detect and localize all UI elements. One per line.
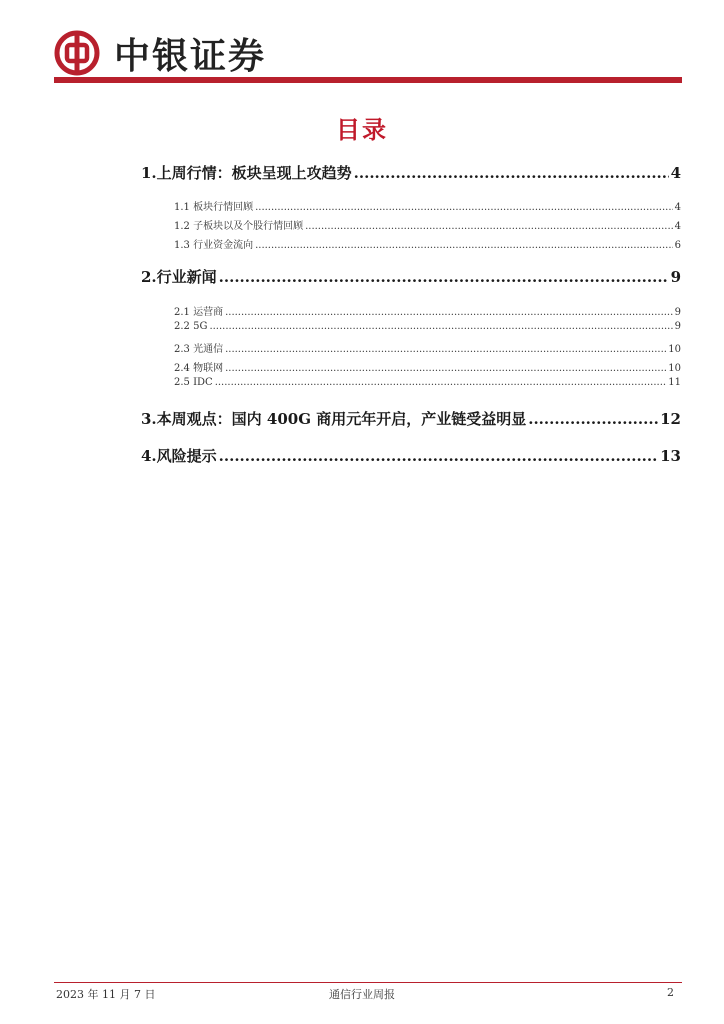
leader-dots	[225, 363, 666, 374]
toc-entry-page: 10	[668, 363, 681, 374]
report-date: 2023 年 11 月 7 日	[56, 988, 156, 1001]
leader-dots	[219, 447, 658, 465]
toc-entry[interactable]	[174, 340, 681, 355]
toc-entry[interactable]	[174, 217, 681, 232]
toc-entry-label: 1.3 行业资金流向	[174, 240, 254, 251]
toc-entry[interactable]	[141, 266, 681, 287]
toc-entry-page: 9	[670, 268, 681, 286]
toc-entry-page: 4	[674, 221, 681, 232]
header-divider	[54, 77, 682, 83]
toc-entry-label: 1.1 板块行情回顾	[174, 202, 254, 213]
toc-entry-page: 11	[668, 377, 681, 388]
page-title: 目录	[336, 116, 388, 144]
toc-entry[interactable]	[174, 321, 681, 332]
brand-name: 中银证券	[114, 35, 267, 77]
toc-entry-page: 10	[668, 344, 681, 355]
toc-entry-page: 13	[660, 447, 681, 465]
toc-entry-page: 6	[674, 240, 681, 251]
toc-entry[interactable]	[174, 359, 681, 374]
toc-entry-page: 12	[660, 410, 681, 428]
toc-entry-page: 4	[670, 164, 681, 182]
toc-entry[interactable]	[141, 162, 681, 183]
toc-entry-label: 2.5 IDC	[174, 377, 213, 388]
toc-entry[interactable]	[141, 408, 681, 429]
leader-dots	[219, 268, 669, 286]
report-header	[54, 30, 266, 76]
leader-dots	[528, 410, 658, 428]
leader-dots	[215, 377, 667, 388]
toc-entry[interactable]	[174, 236, 681, 251]
toc-entry[interactable]	[174, 377, 681, 388]
toc-entry-label: 4.风险提示	[141, 447, 217, 465]
bank-of-china-logo-icon	[54, 30, 100, 76]
toc-entry-label: 3.本周观点：国内 400G 商用元年开启，产业链受益明显	[141, 410, 527, 428]
toc-entry[interactable]	[141, 445, 681, 466]
toc-entry[interactable]	[174, 303, 681, 318]
footer-divider	[54, 982, 682, 983]
toc-entry-label: 2.2 5G	[174, 321, 208, 332]
toc-entry-label: 1.2 子板块以及个股行情回顾	[174, 221, 304, 232]
leader-dots	[305, 221, 673, 232]
leader-dots	[255, 202, 673, 213]
toc-entry-label: 2.4 物联网	[174, 363, 224, 374]
page-number: 2	[667, 986, 674, 999]
toc-entry-page: 9	[674, 321, 681, 332]
toc-entry-page: 9	[674, 307, 681, 318]
toc-entry-page: 4	[674, 202, 681, 213]
toc-entry-label: 2.行业新闻	[141, 268, 217, 286]
toc-entry[interactable]	[174, 198, 681, 213]
toc-entry-label: 1.上周行情：板块呈现上攻趋势	[141, 164, 352, 182]
leader-dots	[225, 344, 666, 355]
leader-dots	[354, 164, 669, 182]
report-type: 通信行业周报	[329, 988, 395, 1001]
leader-dots	[225, 307, 673, 318]
toc-entry-label: 2.1 运营商	[174, 307, 224, 318]
toc-entry-label: 2.3 光通信	[174, 344, 224, 355]
leader-dots	[255, 240, 673, 251]
leader-dots	[209, 321, 672, 332]
